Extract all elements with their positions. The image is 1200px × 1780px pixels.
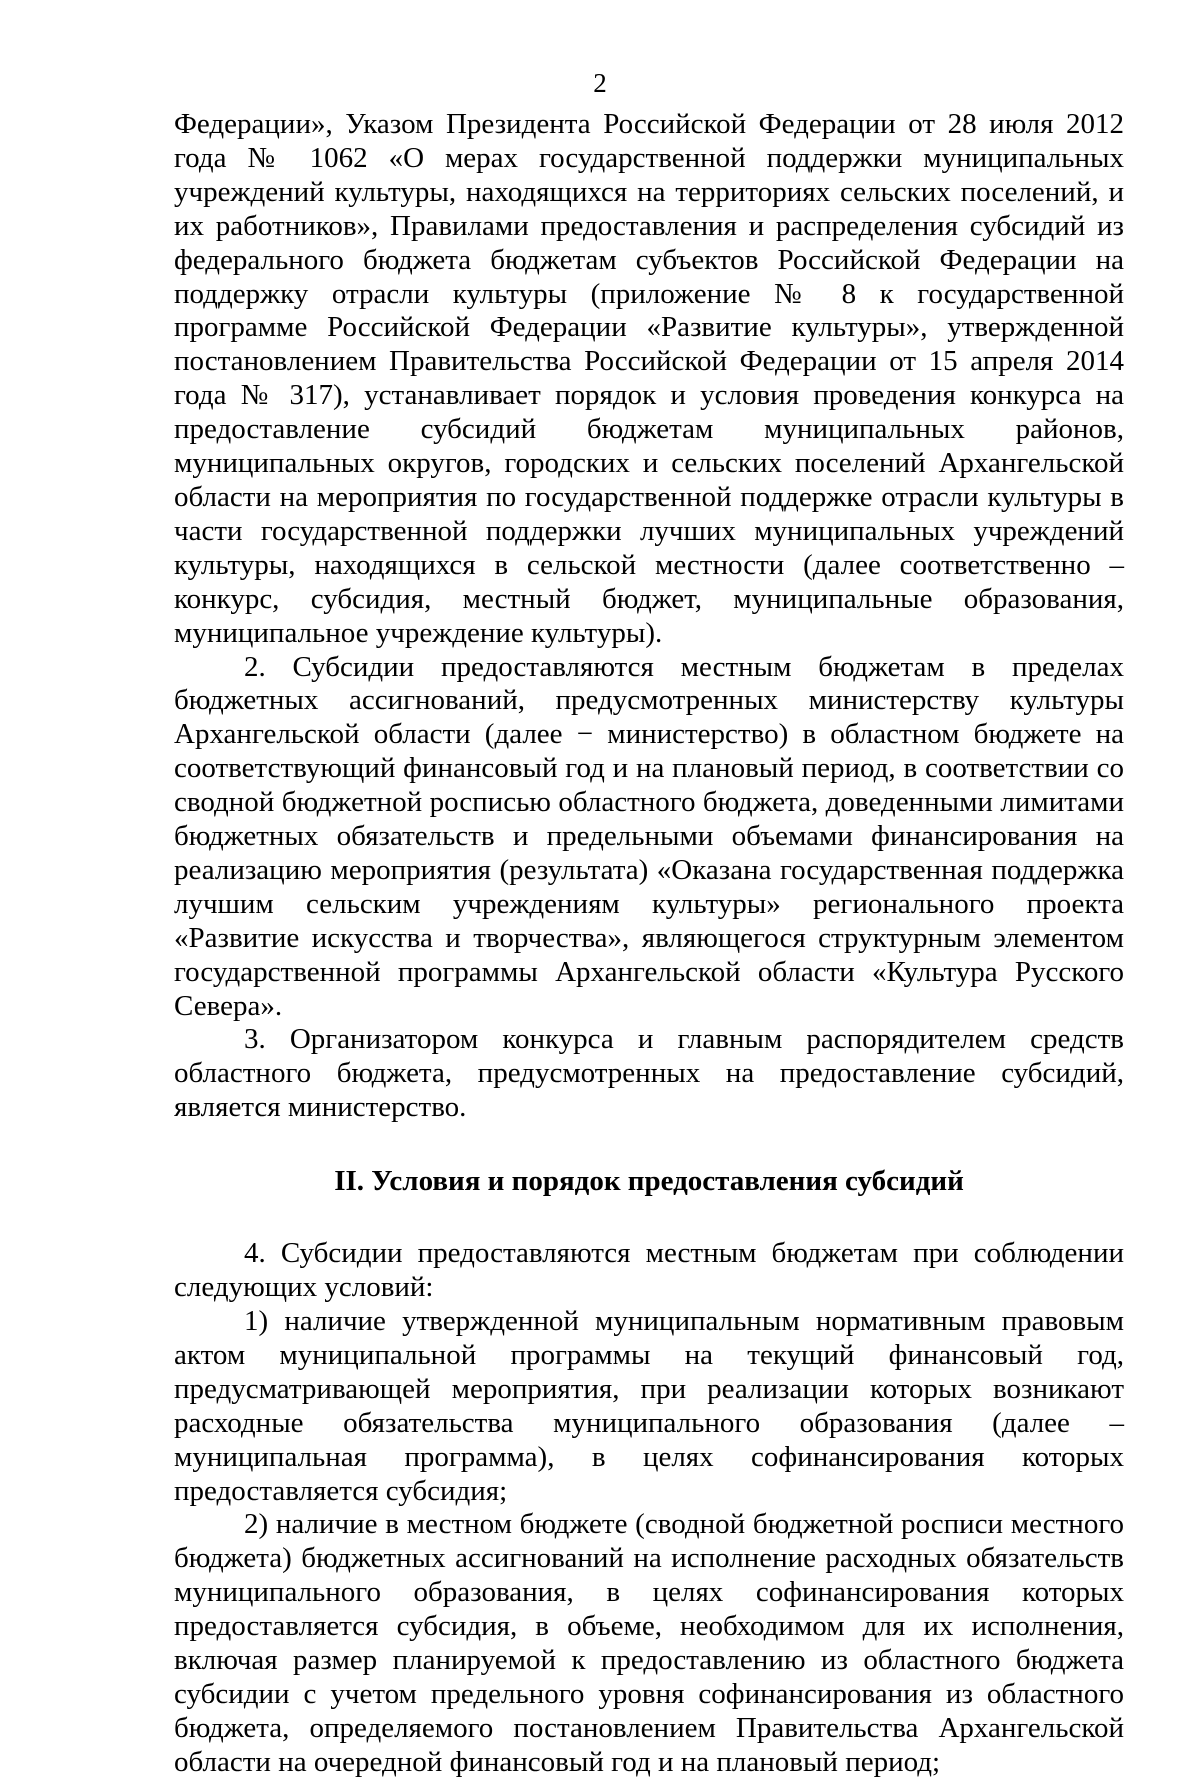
paragraph-item-4: 4. Субсидии предоставляются местным бюджетам при соблюдении следующих условий:: [174, 1237, 1124, 1304]
paragraph-item-3: 3. Организатором конкурса и главным распорядителем средств областного бюджета, предусмотренных на предоставление субсидий, является министерство.: [174, 1023, 1124, 1124]
document-body: [174, 108, 1124, 1780]
paragraph-item-2: 2. Субсидии предоставляются местным бюджетам в пределах бюджетных ассигнований, предусмотренных министерству культуры Архангельской области (далее − министерство) в областном бюджете на соответствующий финансовый год и на плановый период, в соответствии со сводной бюджетной росписью областного бюджета, доведенными лимитами бюджетных обязательств и предельными объемами финансирования на реализацию мероприятия (результата) «Оказана государственная поддержка лучшим сельским учреждениям культуры» регионального проекта «Развитие искусства и творчества», являющегося структурным элементом государственной программы Архангельской области «Культура Русского Севера».: [174, 650, 1124, 1022]
paragraph-condition-2: 2) наличие в местном бюджете (сводной бюджетной росписи местного бюджета) бюджетных ассигнований на исполнение расходных обязательств муниципального образования, в целях софинансирования которых предоставляется субсидия, в объеме, необходимом для их исполнения, включая размер планируемой к предоставлению из областного бюджета субсидии с учетом предельного уровня софинансирования из областного бюджета, определяемого постановлением Правительства Архангельской области на очередной финансовый год и на плановый период;: [174, 1508, 1124, 1778]
page-number: 2: [593, 68, 607, 98]
paragraph-condition-1: 1) наличие утвержденной муниципальным нормативным правовым актом муниципальной программы на текущий финансовый год, предусматривающей мероприятия, при реализации которых возникают расходные обязательства муниципального образования (далее – муниципальная программа), в целях софинансирования которых предоставляется субсидия;: [174, 1305, 1124, 1507]
section-heading: II. Условия и порядок предоставления субсидий: [334, 1165, 964, 1198]
paragraph-intro-continuation: Федерации», Указом Президента Российской Федерации от 28 июля 2012 года № 1062 «О мерах государственной поддержки муниципальных учреждений культуры, находящихся на территориях сельских поселений, и их работников», Правилами предоставления и распределения субсидий из федерального бюджета бюджетам субъектов Российской Федерации на поддержку отрасли культуры (приложение № 8 к государственной программе Российской Федерации «Развитие культуры», утвержденной постановлением Правительства Российской Федерации от 15 апреля 2014 года № 317), устанавливает порядок и условия проведения конкурса на предоставление субсидий бюджетам муниципальных районов, муниципальных округов, городских и сельских поселений Архангельской области на мероприятия по государственной поддержке отрасли культуры в части государственной поддержки лучших муниципальных учреждений культуры, находящихся в сельской местности (далее соответственно – конкурс, субсидия, местный бюджет, муниципальные образования, муниципальное учреждение культуры).: [174, 108, 1124, 649]
